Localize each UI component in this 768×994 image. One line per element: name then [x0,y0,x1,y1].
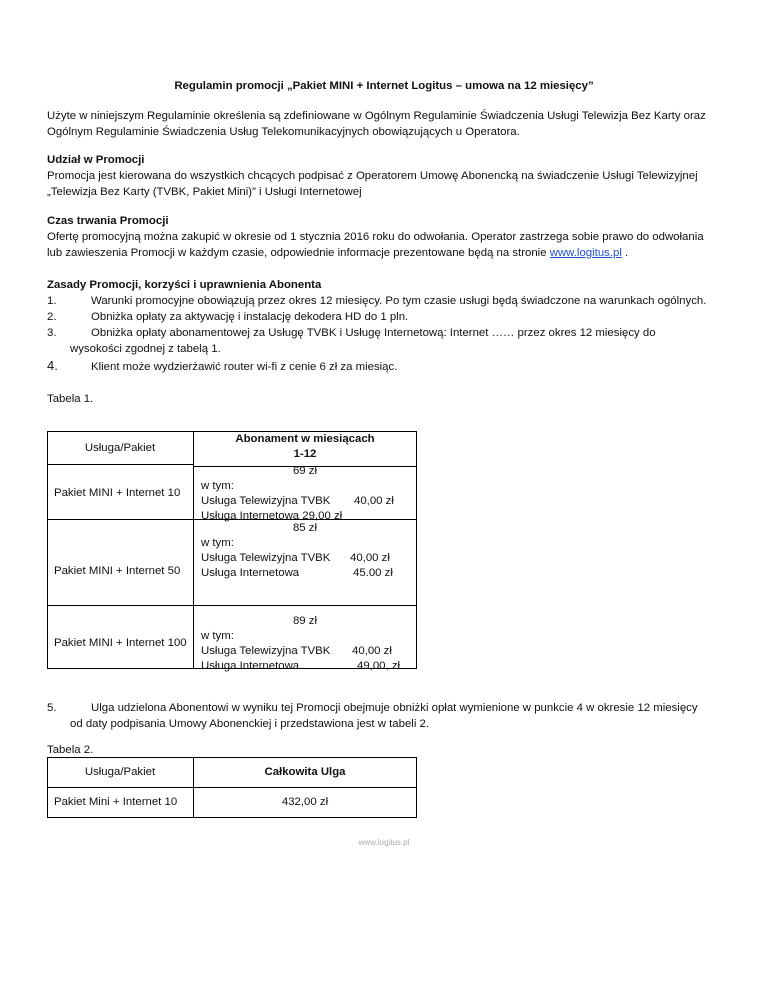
list-item-text: Klient może wydzierżawić router wi-fi z cenie 6 zł za miesiąc. [91,361,398,373]
table1-row-3-net-label: Usługa Internetowa [201,660,300,672]
table2-row-total: 432,00 zł [281,796,329,808]
table1-row-1-wtym: w tym: [201,480,234,492]
table1-row-1-tv-price: 40,00 zł [354,495,394,507]
table1-header-line-1: Abonament w miesiącach [235,433,375,445]
udzial-line-1: Promocja jest kierowana do wszystkich chcących podpisać z Operatorem Umowę Abonencką na świadczenie Usługi Telewizyjnej [47,170,698,182]
czas-line-2-suffix: . [621,247,629,259]
table1-row-3-net-price: 49,00, zł [357,660,401,672]
section-udzial [47,152,737,200]
table1-row-2-tv-price: 40,00 zł [350,552,390,564]
list-item-number: 3. [47,327,57,339]
table1-row-2-name: Pakiet MINI + Internet 50 [54,565,181,577]
czas-line-2-text: lub zawieszenia Promocji w każdym czasie, odpowiednie informacje prezentowane będą na stronie [47,247,550,259]
list-item-text: Warunki promocyjne obowiązują przez okres 12 miesięcy. Po tym czasie usługi będą świadczone na warunkach ogólnych. [91,295,707,307]
table2-header-total: Całkowita Ulga [264,766,346,778]
list-item-number: 4. [47,358,58,373]
list-item-text: Ulga udzielona Abonentowi w wyniku tej Promocji obejmuje obniżki opłat wymienione w punkcie 4 w okresie 12 miesięcy [91,702,698,714]
section-zasady-heading: Zasady Promocji, korzyści i uprawnienia Abonenta [47,279,322,291]
czas-line-1: Ofertę promocyjną można zakupić w okresie od 1 stycznia 2016 roku do odwołania. Operator zastrzega sobie prawo do odwołania [47,231,704,243]
intro-paragraph [47,108,737,140]
table1-row-2-wtym: w tym: [201,537,234,549]
table1-row-1-total: 69 zł [292,465,318,477]
table1-row-1-net-label: Usługa Internetowa 29,00 zł [201,510,343,522]
table2-caption: Tabela 2. [47,744,94,756]
table1-row-2-total: 85 zł [292,522,318,534]
table1-row-2-net-label: Usługa Internetowa [201,567,300,579]
logitus-link[interactable]: www.logitus.pl [549,247,622,259]
watermark: www.logitus.pl [358,838,410,847]
table1-caption: Tabela 1. [47,393,94,405]
udzial-line-2: „Telewizja Bez Karty (TVBK, Pakiet Mini)” i Usługi Internetowej [47,186,362,198]
list-item-number: 1. [47,295,57,307]
table2-row-name: Pakiet Mini + Internet 10 [54,796,178,808]
table1-row-3-total: 89 zł [292,615,318,627]
list-item-text: Obniżka opłaty abonamentowej za Usługę TVBK i Usługę Internetową: Internet …… przez okres 12 miesięcy do [91,327,656,339]
table1-row-2-net-price: 45.00 zł [353,567,393,579]
table1-header-line-2: 1-12 [293,448,317,460]
table1-row-3-tv-label: Usługa Telewizyjna TVBK [201,645,331,657]
section-czas-heading: Czas trwania Promocji [47,215,169,227]
table1-row-3-tv-price: 40,00 zł [352,645,392,657]
table1-row-1-tv-label: Usługa Telewizyjna TVBK [201,495,331,507]
list-item-number: 2. [47,311,57,323]
intro-line-2: Ogólnym Regulaminie Świadczenia Usług Telekomunikacyjnych obowiązujących u Operatora. [47,126,520,138]
table1-header-service: Usługa/Pakiet [84,442,156,454]
section-udzial-heading: Udział w Promocji [47,154,145,166]
intro-line-1: Użyte w niniejszym Regulaminie określenia są zdefiniowane w Ogólnym Regulaminie Świadczenia Usługi Telewizja Bez Karty oraz [47,110,706,122]
list-item-continuation: wysokości zgodnej z tabelą 1. [70,343,221,355]
section-czas [47,213,737,261]
list-item-continuation: od daty podpisania Umowy Abonenckiej i przedstawiona jest w tabeli 2. [70,718,430,730]
table1-row-2-tv-label: Usługa Telewizyjna TVBK [201,552,331,564]
table1-row-3-wtym: w tym: [201,630,234,642]
table1-row-3-name: Pakiet MINI + Internet 100 [54,637,187,649]
table1-header-subscription [194,432,416,462]
table1-row-1-name: Pakiet MINI + Internet 10 [54,487,181,499]
table2-header-service: Usługa/Pakiet [84,766,156,778]
list-item-text: Obniżka opłaty za aktywację i instalację dekodera HD do 1 pln. [91,311,409,323]
czas-line-2 [47,245,737,261]
list-item-number: 5. [47,702,57,714]
document-title: Regulamin promocji „Pakiet MINI + Internet Logitus – umowa na 12 miesięcy” [174,80,594,92]
